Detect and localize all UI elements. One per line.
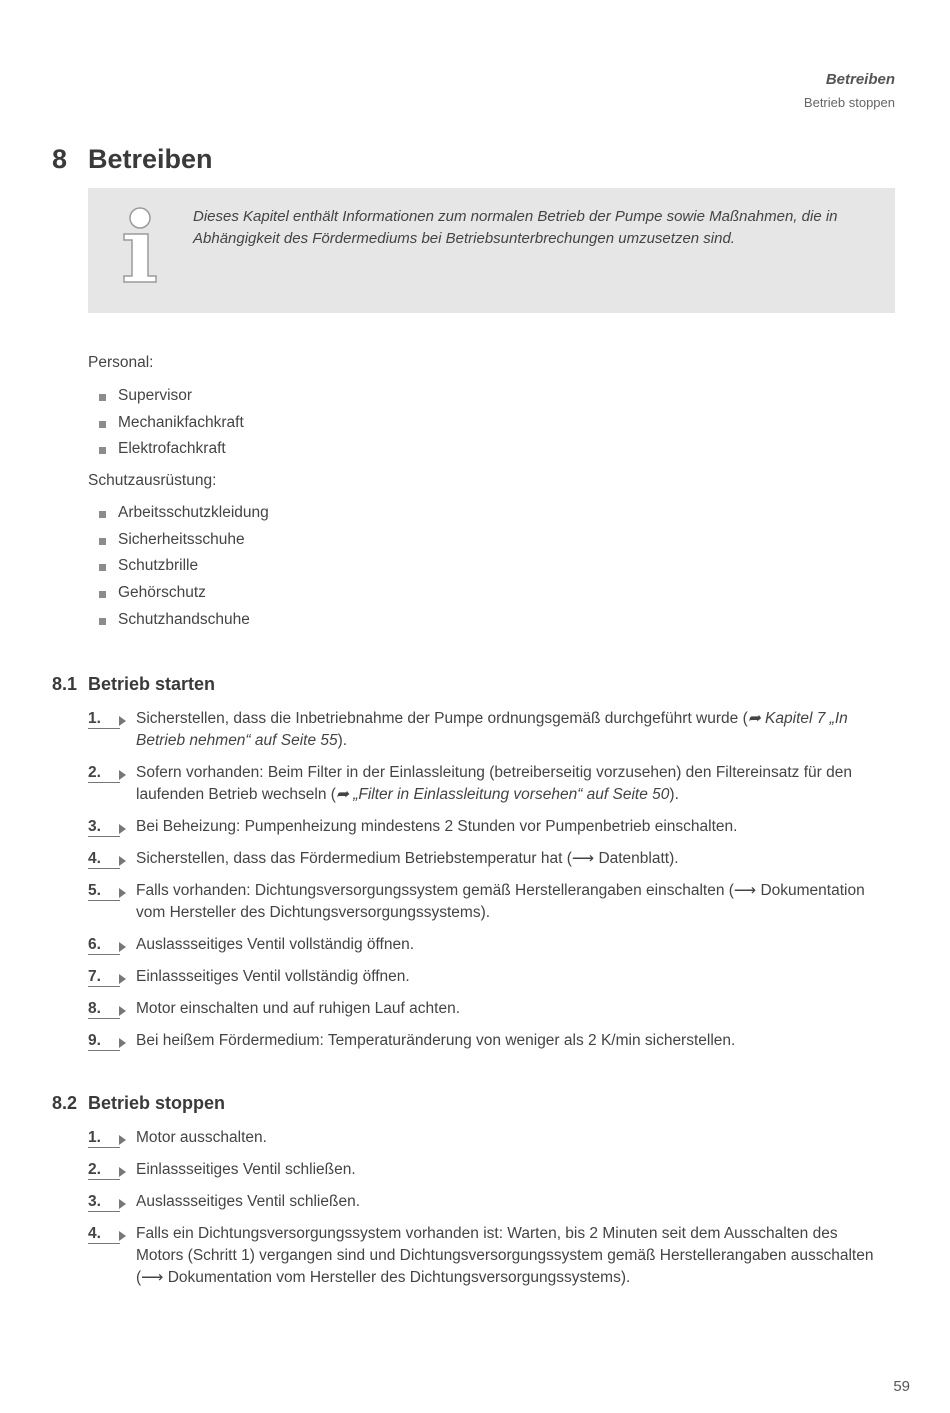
- step-marker: [88, 1191, 126, 1213]
- step-arrow-icon: [119, 770, 126, 780]
- step-item: [88, 848, 888, 870]
- step-marker: [88, 762, 126, 784]
- step-marker: [88, 1030, 126, 1052]
- step-text: Falls vorhanden: Dichtungsversorgungssystem gemäß Herstellerangaben einschalten (⟶ Dokumentation vom Hersteller des Dichtungsversorgungssystems).: [136, 882, 865, 921]
- stop-steps: [88, 1127, 888, 1289]
- start-steps: [88, 708, 888, 1052]
- step-item: [88, 934, 888, 956]
- step-text: Sicherstellen, dass das Fördermedium Betriebstemperatur hat (⟶ Datenblatt).: [136, 850, 679, 867]
- section-number: 8.2: [52, 1093, 78, 1113]
- list-item: Schutzbrille: [98, 553, 269, 580]
- step-marker: [88, 966, 126, 988]
- step-marker: [88, 880, 126, 902]
- step-text: Motor einschalten und auf ruhigen Lauf achten.: [136, 1000, 461, 1017]
- step-text: Auslassseitiges Ventil vollständig öffnen.: [136, 936, 415, 953]
- step-arrow-icon: [119, 974, 126, 984]
- step-text: Bei heißem Fördermedium: Temperaturänderung von weniger als 2 K/min sicherstellen.: [136, 1032, 736, 1049]
- step-text: Sicherstellen, dass die Inbetriebnahme der Pumpe ordnungsgemäß durchgeführt wurde (: [136, 710, 748, 727]
- personal-list: [98, 383, 244, 463]
- section-title: Betrieb stoppen: [88, 1093, 226, 1113]
- step-number: 1.: [88, 710, 101, 727]
- step-marker: [88, 708, 126, 730]
- step-item: [88, 880, 888, 924]
- step-marker: [88, 1159, 126, 1181]
- step-item: [88, 762, 888, 806]
- step-item: [88, 1159, 888, 1181]
- step-text-end: ).: [337, 732, 348, 749]
- info-box: [88, 188, 895, 313]
- step-arrow-icon: [119, 942, 126, 952]
- info-text: Dieses Kapitel enthält Informationen zum normalen Betrieb der Pumpe sowie Maßnahmen, die in Abhängigkeit des Fördermediums bei Betriebsunterbrechungen umzusetzen sind.: [193, 208, 838, 247]
- section-number: 8.1: [52, 674, 78, 694]
- chapter-title: Betreiben: [88, 144, 213, 174]
- step-text: Auslassseitiges Ventil schließen.: [136, 1193, 361, 1210]
- cross-reference-link[interactable]: ➦ „Filter in Einlassleitung vorsehen“ auf Seite 50: [335, 786, 670, 803]
- list-item: Gehörschutz: [98, 580, 269, 607]
- running-head-subtitle: Betrieb stoppen: [803, 95, 895, 110]
- step-marker: [88, 848, 126, 870]
- step-item: [88, 708, 888, 752]
- step-text: Sofern vorhanden: Beim Filter in der Einlassleitung (betreiberseitig vorzusehen) den Filtereinsatz für den laufenden Betrieb wechseln (: [136, 764, 852, 803]
- schutz-label: Schutzausrüstung:: [88, 472, 217, 489]
- running-head: [804, 70, 895, 116]
- step-number: 1.: [88, 1129, 101, 1146]
- step-number: 4.: [88, 1225, 101, 1242]
- step-arrow-icon: [119, 856, 126, 866]
- step-item: [88, 1223, 888, 1289]
- step-item: [88, 1127, 888, 1149]
- list-item: Schutzhandschuhe: [98, 607, 269, 634]
- step-number: 8.: [88, 1000, 101, 1017]
- step-text: Motor ausschalten.: [136, 1129, 267, 1146]
- step-number: 9.: [88, 1032, 101, 1049]
- step-item: [88, 1030, 888, 1052]
- step-arrow-icon: [119, 1006, 126, 1016]
- step-arrow-icon: [119, 824, 126, 834]
- step-text: Einlassseitiges Ventil schließen.: [136, 1161, 356, 1178]
- step-item: [88, 1191, 888, 1213]
- step-marker: [88, 998, 126, 1020]
- step-text: Bei Beheizung: Pumpenheizung mindestens 2 Stunden vor Pumpenbetrieb einschalten.: [136, 818, 738, 835]
- step-number: 4.: [88, 850, 101, 867]
- step-number: 6.: [88, 936, 101, 953]
- page-number: 59: [893, 1378, 910, 1395]
- step-arrow-icon: [119, 1038, 126, 1048]
- cross-reference-link[interactable]: ➦ Kapitel 7 „In Betrieb nehmen“ auf Seite 55: [136, 710, 848, 749]
- list-item: Elektrofachkraft: [98, 436, 244, 463]
- list-item: Supervisor: [98, 383, 244, 410]
- step-number: 2.: [88, 1161, 101, 1178]
- personal-label: Personal:: [88, 354, 154, 371]
- step-number: 7.: [88, 968, 101, 985]
- step-arrow-icon: [119, 888, 126, 898]
- list-item: Sicherheitsschuhe: [98, 527, 269, 554]
- step-text: Falls ein Dichtungsversorgungssystem vorhanden ist: Warten, bis 2 Minuten seit dem Ausschalten des Motors (Schritt 1) vergangen sind und Dichtungsversorgungssystem gemäß Herstellerangaben ausschalten (⟶ Dokumentation vom Hersteller des Dichtungsversorgungssystems).: [136, 1225, 874, 1286]
- section-heading: [52, 674, 215, 695]
- running-head-title: Betreiben: [825, 71, 895, 88]
- step-arrow-icon: [119, 1231, 126, 1241]
- chapter-heading: [52, 144, 213, 175]
- step-number: 3.: [88, 1193, 101, 1210]
- info-icon: [116, 206, 164, 286]
- section-heading: [52, 1093, 225, 1114]
- step-arrow-icon: [119, 1199, 126, 1209]
- chapter-number: 8: [52, 144, 68, 174]
- step-marker: [88, 816, 126, 838]
- schutz-list: [98, 500, 269, 634]
- step-item: [88, 966, 888, 988]
- step-arrow-icon: [119, 1135, 126, 1145]
- step-marker: [88, 1127, 126, 1149]
- step-item: [88, 998, 888, 1020]
- step-text-end: ).: [669, 786, 679, 803]
- step-number: 3.: [88, 818, 101, 835]
- step-number: 5.: [88, 882, 101, 899]
- step-arrow-icon: [119, 716, 126, 726]
- section-title: Betrieb starten: [88, 674, 216, 694]
- list-item: Mechanikfachkraft: [98, 410, 244, 437]
- step-marker: [88, 1223, 126, 1245]
- list-item: Arbeitsschutzkleidung: [98, 500, 269, 527]
- step-item: [88, 816, 888, 838]
- step-marker: [88, 934, 126, 956]
- step-number: 2.: [88, 764, 101, 781]
- step-arrow-icon: [119, 1167, 126, 1177]
- step-text: Einlassseitiges Ventil vollständig öffnen.: [136, 968, 410, 985]
